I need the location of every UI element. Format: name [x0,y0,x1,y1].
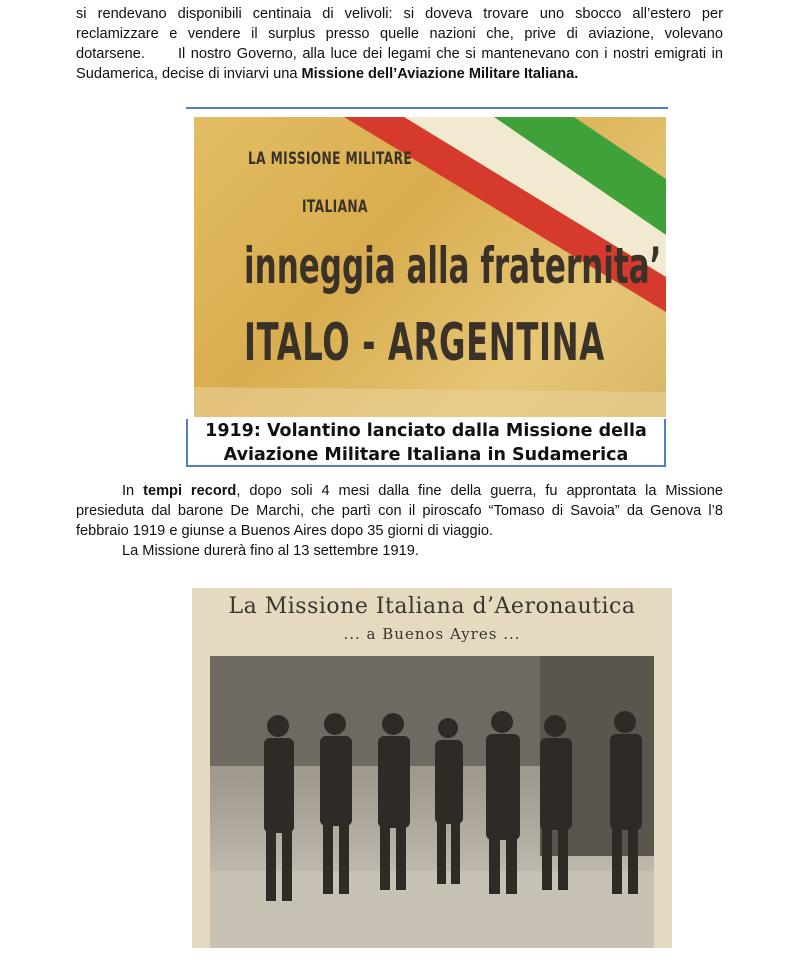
mission-paragraph [76,481,723,541]
flyer-caption [186,419,666,467]
group-photo-illustration [210,656,654,948]
flyer-line-4: ITALO - ARGENTINA [244,313,605,373]
flyer-line-1: LA MISSIONE MILITARE [248,149,413,169]
photo-figure [192,588,672,948]
intro-line-3: dotarsene. Il nostro Governo, alla luce dei legami che si mantenevano con i nostri [76,46,649,62]
intro-line-1: si rendevano disponibili centinaia di velivoli: si doveva trovare uno sbocco all’estero per [76,6,723,22]
photo-subtitle: ... a Buenos Ayres ... [343,625,521,643]
flyer-line-2: ITALIANA [302,197,368,217]
flyer-line-3: inneggia alla fraternita’ [244,237,662,295]
duration-paragraph: La Missione durerà fino al 13 settembre 1919. [122,543,419,559]
mission-name-bold: Missione dell’Aviazione Militare Italiana. [301,66,579,82]
photo-title: La Missione Italiana d’Aeronautica [228,594,636,619]
mission-text-start: In [122,483,144,499]
intro-line-4: emigrati in Sudamerica, decise di inviarvi una [76,46,723,82]
tempi-record-bold: tempi record [143,483,237,499]
photo-ground [210,871,654,948]
mission-text-rest: , dopo soli 4 mesi dalla fine della guerra, fu approntata la Missione presieduta dal barone De Marchi, che partì con il piroscafo “Tomaso di Savoia” da Genova l’8 febbraio 1919 e giunse a Buenos Aires dopo 35 giorni di viaggio. [76,483,723,539]
flyer-figure [186,107,668,467]
flyer-image [194,117,666,417]
caption-line-2: Aviazione Militare Italiana in Sudamerica [223,445,629,465]
caption-line-1: 1919: Volantino lanciato dalla Missione della [205,421,647,441]
group-photo [210,656,654,948]
intro-line-2: reclamizzare e vendere il surplus presso quelle nazioni che, prive di aviazione, volevano [76,26,723,42]
intro-paragraph [76,4,723,84]
flyer-paper-edge [194,387,666,417]
